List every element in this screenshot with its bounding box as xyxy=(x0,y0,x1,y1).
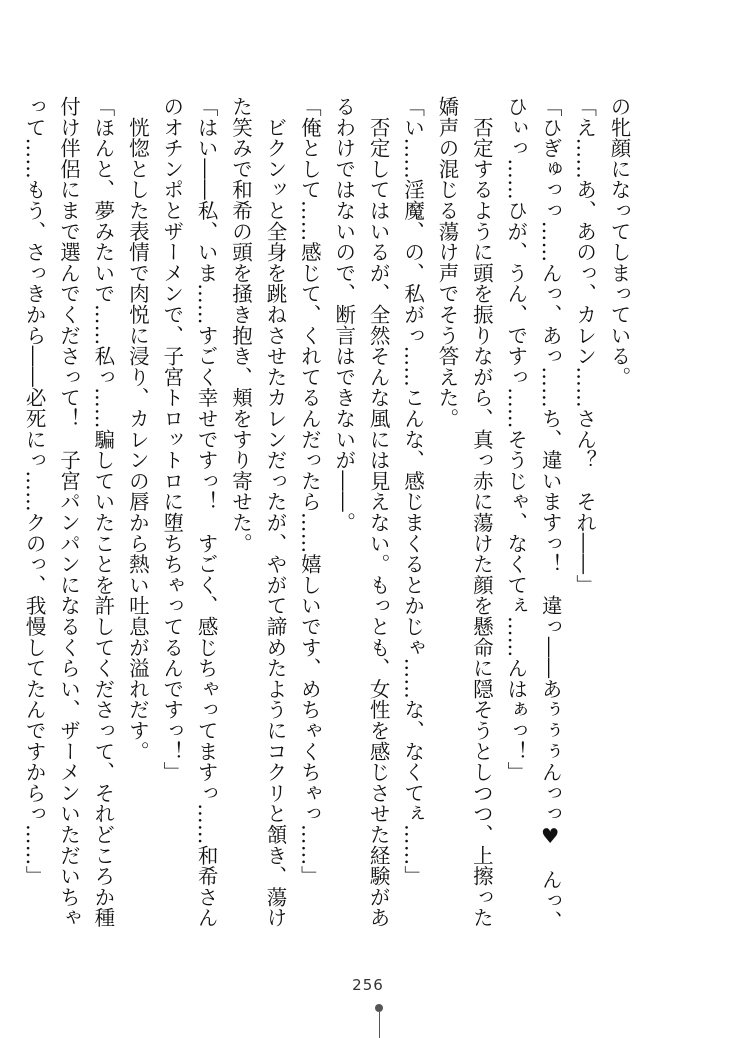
text-line: 「ひぎゅっっ……んっ、あっ……ち、違いますっ！ 違っ――あぅぅぅんっっ♥ んっ、 xyxy=(538,96,563,932)
text-line: 嬌声の混じる蕩け声でそう答えた。 xyxy=(434,96,459,429)
text-line: の牝顔になってしまっている。 xyxy=(607,96,631,388)
text-line: るわけではないので、断言はできないが――。 xyxy=(331,96,356,533)
text-line: 否定してはいるが、全然そんな風には見えない。もっとも、女性を感じさせた経験があ xyxy=(366,96,391,928)
text-line: 「はい――私、いま……すごく幸せですっ！ すごく、感じちゃってますっ……和希さん xyxy=(194,96,219,928)
body-text xyxy=(17,96,636,932)
page-marker-dot xyxy=(375,1004,383,1012)
text-line: って……もう、さっきから――必死にっ……クのっ、我慢してたんですからっ……」 xyxy=(22,96,47,887)
text-line: 恍惚とした表情で肉悦に浸り、カレンの唇から熱い吐息が溢れだす。 xyxy=(125,96,150,762)
text-line: 否定するように頭を振りながら、真っ赤に蕩けた顔を懸命に隠そうとしつつ、上擦った xyxy=(469,96,494,928)
text-line: ビクンッと全身を跳ねさせたカレンだったが、やがて諦めたようにコクリと頷き、蕩け xyxy=(262,96,287,928)
text-line: 「い……淫魔、の、私がっ……こんな、感じまくるとかじゃ……な、なくてぇ……」 xyxy=(400,96,425,887)
text-line: 「ほんと、夢みたいで……私っ……騙していたことを許してくださって、それどころか種 xyxy=(90,96,115,928)
text-line: 「俺として……感じて、くれてるんだったら……嬉しいです、めちゃくちゃっ……」 xyxy=(297,96,322,887)
page-number: 256 xyxy=(352,976,384,994)
text-line: ひぃっ……ひが、うん、ですっ……そうじゃ、なくてぇ……んはぁっ！」 xyxy=(503,96,528,783)
text-line: 「え……あ、あのっ、カレン……さん？ それ――」 xyxy=(572,96,597,596)
text-line: た笑みで和希の頭を掻き抱き、頬をすり寄せた。 xyxy=(228,96,253,554)
text-line: のオチンポとザーメンで、子宮トロットロに堕ちちゃってるんですっ！」 xyxy=(159,96,184,783)
text-line: 付け伴侶にまで選んでくださって！ 子宮パンパンになるくらい、ザーメンいただいちゃ xyxy=(56,96,81,928)
page-marker-line xyxy=(379,1012,380,1038)
